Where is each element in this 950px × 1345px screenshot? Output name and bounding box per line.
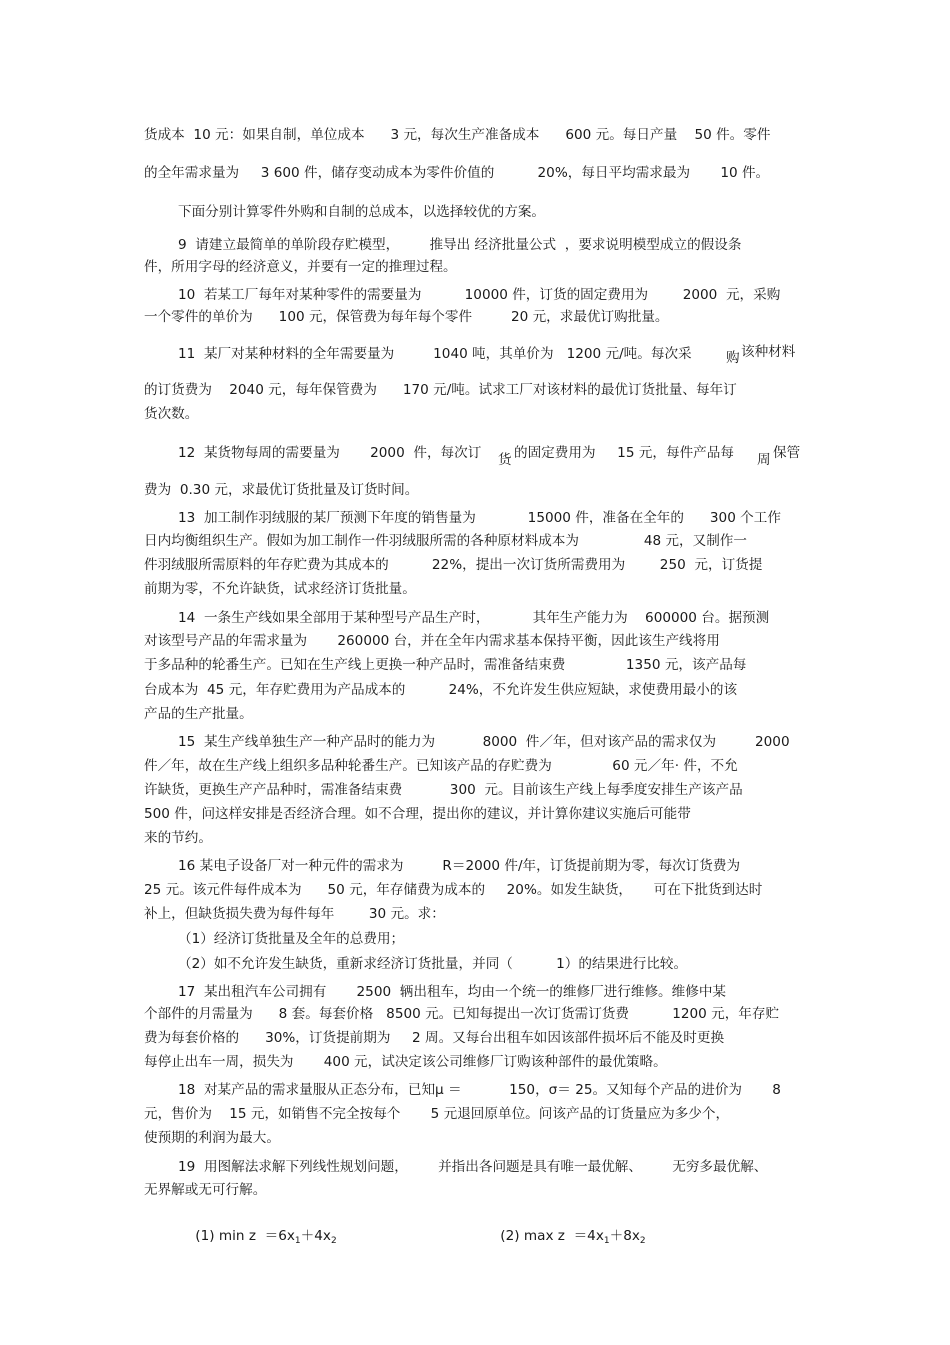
question-13: 13 加工制作羽绒服的某厂预测下年度的销售量为 15000 件，准备在全年的 300 个工作 xyxy=(178,510,781,526)
text-line: 的全年需求量为 3 600 件，储存变动成本为零件价值的 20%，每日平均需求最为 10 件。 xyxy=(144,165,770,181)
text-line: 件，所用字母的经济意义，并要有一定的推理过程。 xyxy=(144,259,457,275)
text-line: 一个零件的单价为 100 元，保管费为每年每个零件 20 元，求最优订购批量。 xyxy=(144,309,669,325)
text-line: 台成本为 45 元，年存贮费用为产品成本的 24%，不允许发生供应短缺，求使费用最小的该 xyxy=(144,682,738,698)
sub-item: （1）经济订货批量及全年的总费用； xyxy=(178,931,405,947)
question-18: 18 对某产品的需求量服从正态分布，已知μ ＝ 150，σ＝ 25。又知每个产品的进价为 8 xyxy=(178,1082,781,1098)
text-line: 补上，但缺货损失费为每件每年 30 元。求： xyxy=(144,906,445,922)
question-10: 10 若某工厂每年对某种零件的需要量为 10000 件，订货的固定费用为 2000 元，采购 xyxy=(178,287,781,303)
question-12: 12 某货物每周的需要量为 2000 件，每次订 xyxy=(178,445,482,461)
text-line: 无界解或无可行解。 xyxy=(144,1182,267,1198)
text-line: 货成本 10 元：如果自制，单位成本 3 元，每次生产准备成本 600 元。每日产量 50 件。零件 xyxy=(144,127,771,143)
text-line: 的订货费为 2040 元，每年保管费为 170 元/吨。试求工厂对该材料的最优订货批量、每年订 xyxy=(144,382,737,398)
text-line: 每停止出车一周，损失为 400 元，试决定该公司维修厂订购该种部件的最优策略。 xyxy=(144,1054,667,1070)
text-line: 25 元。该元件每件成本为 50 元，年存储费为成本的 20%。如发生缺货， 可在下批货到达时 xyxy=(144,882,763,898)
text-line: 500 件，问这样安排是否经济合理。如不合理，提出你的建议，并计算你建议实施后可能带 xyxy=(144,806,691,822)
text-line: 使预期的利润为最大。 xyxy=(144,1130,280,1146)
formula-min: (1) $\min z =6x_1+4x_2$ xyxy=(195,1228,337,1246)
text-line: 下面分别计算零件外购和自制的总成本，以选择较优的方案。 xyxy=(178,204,546,220)
formula-max: (2) $\max z =4x_1+8x_2$ xyxy=(500,1228,646,1246)
sub-item: （2）如不允许发生缺货，重新求经济订货批量，并同（ 1）的结果进行比较。 xyxy=(178,956,688,972)
text-line: 个部件的月需量为 8 套。每套价格 8500 元。已知每提出一次订货需订货费 1200 元，年存贮 xyxy=(144,1006,780,1022)
text-fragment: 货 xyxy=(498,452,512,468)
text-line: 货次数。 xyxy=(144,406,199,422)
question-15: 15 某生产线单独生产一种产品时的能力为 8000 件／年，但对该产品的需求仅为 2000 xyxy=(178,734,790,750)
text-line: 件羽绒服所需原料的年存贮费为其成本的 22%，提出一次订货所需费用为 250 元，订货提 xyxy=(144,557,763,573)
text-fragment: 保管 xyxy=(773,445,801,461)
question-19: 19 用图解法求解下列线性规划问题， 并指出各问题是具有唯一最优解、 无穷多最优解、 xyxy=(178,1159,768,1175)
text-fragment: 周 xyxy=(757,452,771,468)
question-11: 11 某厂对某种材料的全年需要量为 1040 吨，其单价为 1200 元/吨。每次采 xyxy=(178,346,692,362)
text-line: 前期为零，不允许缺货，试求经济订货批量。 xyxy=(144,581,416,597)
question-17: 17 某出租汽车公司拥有 2500 辆出租车，均由一个统一的维修厂进行维修。维修中某 xyxy=(178,984,727,1000)
text-fragment: 该种材料 xyxy=(741,344,796,360)
text-line: 对该型号产品的年需求量为 260000 台，并在全年内需求基本保持平衡，因此该生产线将用 xyxy=(144,633,720,649)
text-line: 于多品种的轮番生产。已知在生产线上更换一种产品时，需准备结束费 1350 元，该产品每 xyxy=(144,657,747,673)
text-line: 产品的生产批量。 xyxy=(144,706,253,722)
text-line: 日内均衡组织生产。假如为加工制作一件羽绒服所需的各种原材料成本为 48 元，又制作一 xyxy=(144,533,747,549)
text-line: 许缺货，更换生产产品种时，需准备结束费 300 元。目前该生产线上每季度安排生产该产品 xyxy=(144,782,743,798)
question-14: 14 一条生产线如果全部用于某种型号产品生产时， 其年生产能力为 600000 台。据预测 xyxy=(178,610,770,626)
question-9: 9 请建立最简单的单阶段存贮模型， 推导出 经济批量公式 ，要求说明模型成立的假设条 xyxy=(178,237,742,253)
text-line: 费为每套价格的 30%，订货提前期为 2 周。又每台出租车如因该部件损坏后不能及时更换 xyxy=(144,1030,725,1046)
question-16: 16 某电子设备厂对一种元件的需求为 R＝2000 件/年，订货提前期为零，每次订货费为 xyxy=(178,858,741,874)
text-line: 来的节约。 xyxy=(144,830,212,846)
text-fragment: 购 xyxy=(726,350,740,366)
text-line: 费为 0.30 元，求最优订货批量及订货时间。 xyxy=(144,482,419,498)
text-fragment: 的固定费用为 15 元，每件产品每 xyxy=(514,445,734,461)
text-line: 件／年，故在生产线上组织多品种轮番生产。已知该产品的存贮费为 60 元／年· 件，不允 xyxy=(144,758,738,774)
text-line: 元，售价为 15 元，如销售不完全按每个 5 元退回原单位。问该产品的订货量应为多少个， xyxy=(144,1106,730,1122)
